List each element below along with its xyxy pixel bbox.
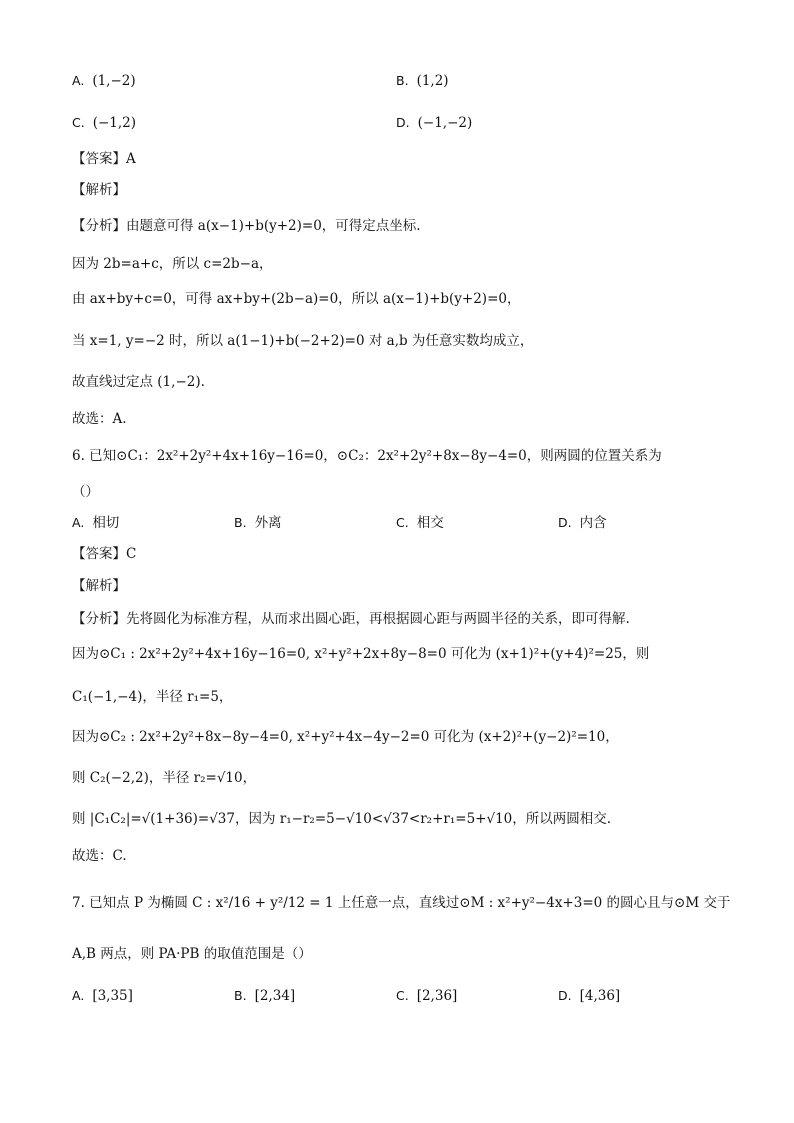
option-value: (1,−2) [92,73,136,89]
q5-line: 故选：A. [72,411,127,427]
option-value: (−1,−2) [417,115,473,131]
option-value: [2,36] [416,988,458,1004]
option-value: [3,35] [92,988,133,1004]
q6-stem: （） [72,484,99,500]
option-value: 外离 [254,515,282,531]
q6-option-c [396,517,444,531]
q5-line: 当 x=1, y=−2 时，所以 a(1−1)+b(−2+2)=0 对 a,b 为任意实数均成立， [72,333,534,349]
q7-option-b [234,990,295,1004]
q5-line: 由 ax+by+c=0，可得 ax+by+(2b−a)=0，所以 a(x−1)+b(y+2)=0， [72,291,521,307]
q5-line: 因为 2b=a+c，所以 c=2b−a， [72,256,273,272]
q5-line: 【分析】由题意可得 a(x−1)+b(y+2)=0，可得定点坐标. [72,218,421,234]
option-label: A. [72,73,85,88]
option-value: 内含 [579,515,607,531]
option-value: [2,34] [254,988,296,1004]
option-label: B. [234,988,247,1003]
option-value: (1,2) [416,73,449,89]
option-value: 相切 [92,515,120,531]
q6-line: 则 |C₁C₂|=√(1+36)=√37，因为 r₁−r₂=5−√10<√37<r₂+r₁=5+√10，所以两圆相交. [72,811,612,827]
option-value: (−1,2) [92,115,137,131]
option-label: A. [72,515,85,530]
q5-analysis-heading: 【解析】 [72,182,126,198]
q5-option-b [396,75,449,89]
option-label: C. [72,115,85,130]
q6-answer: 【答案】C [72,546,137,562]
option-label: A. [72,988,85,1003]
q6-line: 因为⊙C₂ : 2x²+2y²+8x−8y−4=0, x²+y²+4x−4y−2=0 可化为 (x+2)²+(y−2)²=10， [72,729,619,745]
q5-option-a [72,75,136,89]
option-label: C. [396,515,409,530]
q6-line: 【分析】先将圆化为标准方程，从而求出圆心距，再根据圆心距与两圆半径的关系，即可得解. [72,611,630,627]
q6-analysis-heading: 【解析】 [72,578,126,594]
option-value: 相交 [416,515,444,531]
option-value: [4,36] [579,988,621,1004]
q7-stem: 7. 已知点 P 为椭圆 C : x²/16 + y²/12 = 1 上任意一点，直线过⊙M : x²+y²−4x+3=0 的圆心且与⊙M 交于 [72,895,731,911]
option-label: D. [396,115,410,130]
option-label: D. [558,988,572,1003]
q6-line: 因为⊙C₁ : 2x²+2y²+4x+16y−16=0, x²+y²+2x+8y−8=0 可化为 (x+1)²+(y+4)²=25，则 [72,646,650,662]
q6-line: C₁(−1,−4)，半径 r₁=5， [72,689,233,705]
q7-option-d [558,990,620,1004]
q7-stem: A,B 两点，则 PA·PB 的取值范围是（） [72,946,312,962]
q5-option-d [396,117,472,131]
option-label: D. [558,515,572,530]
q5-option-c [72,117,136,131]
q6-stem: 6. 已知⊙C₁：2x²+2y²+4x+16y−16=0，⊙C₂：2x²+2y²+8x−8y−4=0，则两圆的位置关系为 [72,448,662,464]
q7-option-a [72,990,133,1004]
q6-line: 则 C₂(−2,2)，半径 r₂=√10， [72,770,257,786]
q6-option-d [558,517,607,531]
q5-line: 故直线过定点 (1,−2). [72,374,205,390]
q7-option-c [396,990,457,1004]
q6-line: 故选：C. [72,848,127,864]
q6-option-a [72,517,119,531]
option-label: C. [396,988,409,1003]
option-label: B. [396,73,409,88]
q6-option-b [234,517,282,531]
q5-answer: 【答案】A [72,151,136,167]
option-label: B. [234,515,247,530]
